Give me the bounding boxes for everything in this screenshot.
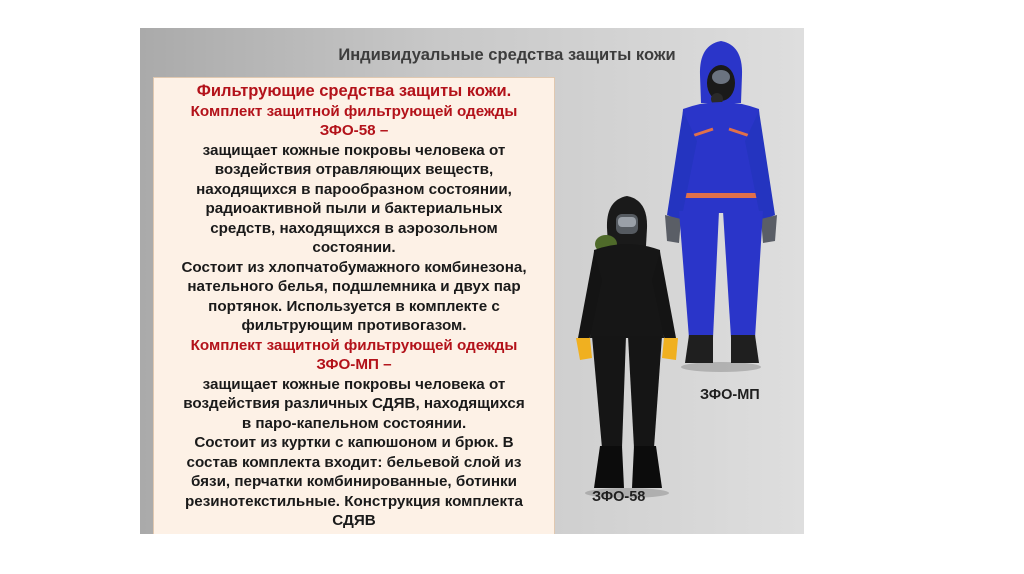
caption-zfomp: ЗФО-МП [700, 387, 760, 403]
caption-zfo58: ЗФО-58 [592, 489, 646, 505]
text-line: воздействия различных СДЯВ, находящихся [183, 395, 525, 412]
text-line: портянок. Используется в комплекте с [208, 297, 500, 315]
heading-zfo58-code: ЗФО-58 – [319, 122, 389, 139]
slide [140, 28, 804, 534]
text-line: нательного белья, подшлемника и двух пар [187, 278, 521, 295]
heading-zfomp-kit: Комплект защитной фильтрующей одежды [190, 336, 518, 354]
text-line: Состоит из куртки с капюшоном и брюк. В [194, 434, 514, 451]
heading-zfo58-kit: Комплект защитной фильтрующей одежды [190, 102, 518, 120]
text-line: в паро-капельном состоянии. [241, 414, 467, 432]
text-line: бязи, перчатки комбинированные, ботинки [191, 473, 517, 490]
heading-zfomp-code: ЗФО-МП – [316, 356, 392, 373]
text-line: фильтрующим противогазом. [241, 317, 467, 334]
description-text-box [153, 77, 555, 534]
text-line: воздействия отравляющих веществ, [214, 161, 494, 178]
text-line: защищает кожные покровы человека от [202, 141, 506, 159]
text-line: резинотекстильные. Конструкция комплекта [185, 492, 523, 510]
text-line-cut: СДЯВ [332, 512, 376, 529]
zfomp-suit-figure [655, 33, 785, 373]
slide-title: Индивидуальные средства защиты кожи [338, 46, 676, 64]
text-line: защищает кожные покровы человека от [202, 375, 506, 393]
text-line: находящихся в парообразном состоянии, [196, 180, 512, 198]
text-line: радиоактивной пыли и бактериальных [205, 200, 503, 217]
text-line: состав комплекта входит: бельевой слой из [186, 453, 522, 471]
text-line: средств, находящихся в аэрозольном [210, 219, 498, 237]
heading-filter-means: Фильтрующие средства защиты кожи. [196, 82, 512, 100]
text-line: Состоит из хлопчатобумажного комбинезона, [181, 258, 527, 276]
text-line: состоянии. [312, 239, 396, 256]
